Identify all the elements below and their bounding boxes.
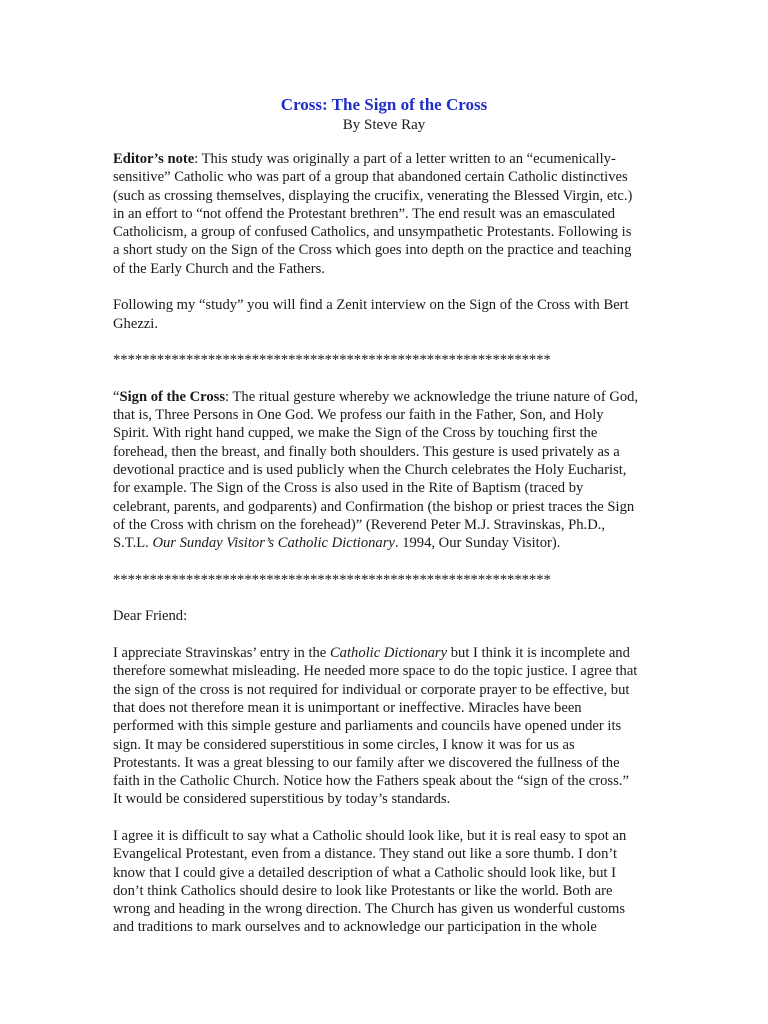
editor-note-line: a short study on the Sign of the Cross which goes into depth on the practice and teaching	[113, 242, 632, 259]
paragraph-1-italic: Catholic Dictionary	[329, 645, 448, 662]
editor-note-line: of the Early Church and the Fathers.	[113, 260, 325, 277]
paragraph-1-line: performed with this simple gesture and parliaments and councils have opened under its	[113, 718, 622, 735]
paragraph-1-line	[113, 644, 658, 662]
definition-line: forehead, then the breast, and finally both shoulders. This gesture is used privately as a	[113, 443, 620, 460]
definition-line: devotional practice and is used publicly when the Church celebrates the Holy Eucharist,	[113, 462, 627, 479]
definition-line: celebrant, parents, and godparents) and Confirmation (the bishop or priest traces the Sign	[113, 498, 635, 515]
paragraph-2-line: I agree it is difficult to say what a Catholic should look like, but it is real easy to spot an	[113, 827, 627, 844]
paragraph-2-line: don’t think Catholics should desire to look like Protestants or like the world. Both are	[113, 882, 613, 899]
editor-note-line: Catholicism, a group of confused Catholics, and unsympathetic Protestants. Following is	[113, 224, 632, 241]
following-line: Following my “study” you will find a Zenit interview on the Sign of the Cross with Bert	[113, 297, 629, 314]
paragraph-1-line: sign. It may be considered superstitious in some circles, I know it was for us as	[113, 736, 575, 753]
document-body	[113, 150, 658, 937]
paragraph-1-line: that does not therefore mean it is unimportant or ineffective. Miracles have been	[113, 699, 582, 716]
editor-note-label: Editor’s note	[113, 151, 195, 167]
editor-note-line: sensitive” Catholic who was part of a group that abandoned certain Catholic distinctives	[113, 169, 628, 186]
editor-note-line	[113, 150, 658, 168]
definition-line: Spirit. With right hand cupped, we make the Sign of the Cross by touching first the	[113, 425, 598, 442]
paragraph-2-line: wrong and heading in the wrong direction. The Church has given us wonderful customs	[113, 901, 626, 918]
definition-line	[113, 388, 658, 406]
paragraph-2-line: Evangelical Protestant, even from a distance. They stand out like a sore thumb. I don’t	[113, 846, 618, 863]
paragraph-2-line: know that I could give a detailed description of what a Catholic should look like, but I	[113, 864, 616, 881]
definition-text: : The ritual gesture whereby we acknowledge the triune nature of God,	[225, 388, 639, 405]
paragraph-1-prefix: I appreciate Stravinskas’ entry in the	[113, 645, 330, 662]
paragraph-1-line: Protestants. It was a great blessing to our family after we discovered the fullness of the	[113, 754, 620, 771]
citation-suffix: . 1994, Our Sunday Visitor).	[394, 535, 561, 552]
paragraph-1-line: faith in the Catholic Church. Notice how the Fathers speak about the “sign of the cross.”	[113, 773, 629, 790]
document-title: Cross: The Sign of the Cross	[280, 95, 488, 114]
editor-note-line: in an effort to “not offend the Protestant brethren”. The end result was an emasculated	[113, 205, 616, 222]
salutation: Dear Friend:	[113, 608, 188, 625]
citation-prefix: S.T.L.	[113, 535, 153, 552]
definition-line	[113, 534, 658, 552]
separator: ************************************************************	[113, 352, 551, 369]
following-line: Ghezzi.	[113, 315, 158, 332]
paragraph-2-line: and traditions to mark ourselves and to acknowledge our participation in the whole	[113, 919, 597, 936]
document-author: By Steve Ray	[342, 117, 426, 133]
paragraph-1-line: the sign of the cross is not required for individual or corporate prayer to be effective, but	[113, 681, 630, 698]
definition-line: for example. The Sign of the Cross is also used in the Rite of Baptism (traced by	[113, 480, 584, 497]
separator: ************************************************************	[113, 571, 551, 588]
paragraph-1-suffix: but I think it is incomplete and	[447, 645, 630, 662]
definition-open-quote: “	[113, 388, 120, 405]
editor-note-text: : This study was originally a part of a letter written to an “ecumenically-	[194, 151, 616, 167]
paragraph-1-line: therefore somewhat misleading. He needed more space to do the topic justice. I agree that	[113, 663, 638, 680]
citation-title: Our Sunday Visitor’s Catholic Dictionary	[152, 535, 395, 552]
editor-note-line: (such as crossing themselves, displaying the crucifix, venerating the Blessed Virgin, etc.)	[113, 187, 633, 204]
definition-term: Sign of the Cross	[119, 388, 226, 405]
definition-line: of the Cross with chrism on the forehead)” (Reverend Peter M.J. Stravinskas, Ph.D.,	[113, 516, 606, 533]
definition-line: that is, Three Persons in One God. We profess our faith in the Father, Son, and Holy	[113, 407, 604, 424]
paragraph-1-line: It would be considered superstitious by today’s standards.	[113, 791, 451, 808]
